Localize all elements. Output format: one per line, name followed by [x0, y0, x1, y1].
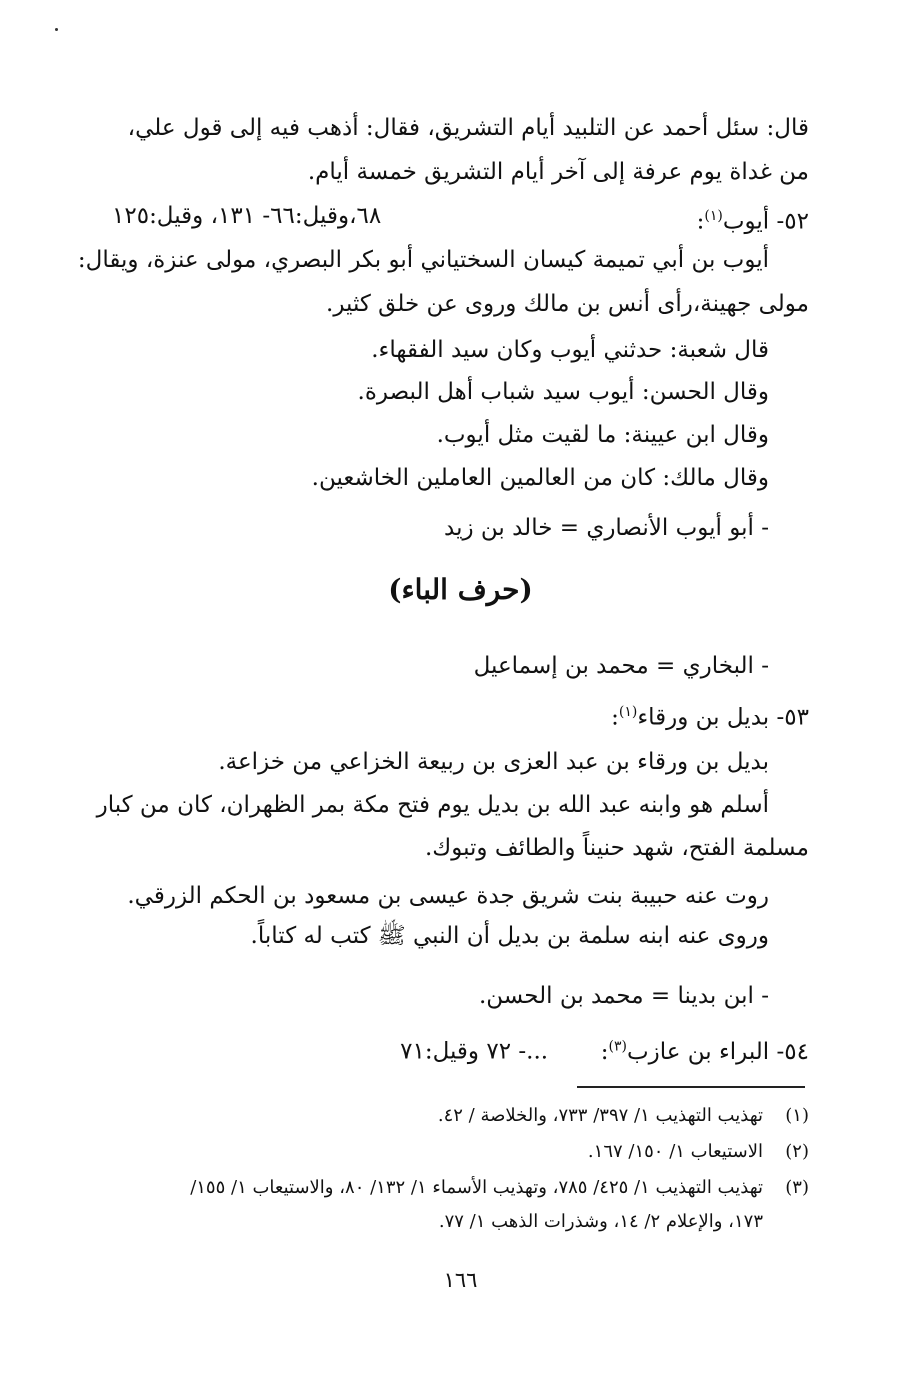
entry-53-name: ٥٣- بديل بن ورقاء [637, 704, 809, 731]
footnote-2-number: (٢) [785, 1141, 809, 1162]
entry-54-header [400, 1024, 809, 1074]
entry-52-dates: ٦٨،وقيل:٦٦- ١٣١، وقيل:١٢٥ [112, 203, 382, 229]
text-line-4: أيوب بن أبي تميمة كيسان السختياني أبو بكر البصري، مولى عنزة، ويقال: [77, 247, 769, 273]
entry-54-name: ٥٤- البراء بن عازب [626, 1038, 809, 1065]
footnote-2-text: الاستيعاب ١/ ١٥٠/ ١٦٧. [587, 1141, 763, 1162]
footnote-3-continuation: ١٧٣، والإعلام ٢/ ١٤، وشذرات الذهب ١/ ٧٧. [438, 1211, 763, 1232]
entry-54-colon: : [600, 1038, 609, 1065]
scan-speck [55, 28, 58, 31]
footnote-ref-2: (١) [618, 704, 638, 720]
cross-ref-ibn-badina: - ابن بدينا = محمد بن الحسن. [478, 983, 769, 1009]
entry-53-title [611, 690, 809, 740]
cross-ref-bukhari: - البخاري = محمد بن إسماعيل [473, 653, 769, 679]
entry-52-title [697, 194, 809, 244]
entry-52-colon: : [696, 208, 705, 235]
text-line-5: مولى جهينة،رأى أنس بن مالك وروى عن خلق كثير. [326, 291, 809, 317]
text-line-17: وروى عنه ابنه سلمة بن بديل أن النبي ﷺ كتب له كتاباً. [250, 923, 769, 949]
footnote-3 [110, 1170, 809, 1206]
footnote-1 [110, 1098, 809, 1134]
text-line-7: وقال الحسن: أيوب سيد شباب أهل البصرة. [357, 379, 769, 405]
entry-53-colon: : [611, 704, 619, 731]
text-line-6: قال شعبة: حدثني أيوب وكان سيد الفقهاء. [371, 337, 769, 363]
footnote-3-number: (٣) [785, 1177, 809, 1198]
text-line-9: وقال مالك: كان من العالمين العاملين الخاشعين. [311, 465, 769, 491]
entry-52-header [112, 194, 809, 244]
text-line-16: روت عنه حبيبة بنت شريق جدة عيسى بن مسعود بن الحكم الزرقي. [127, 883, 769, 909]
entry-54-title [601, 1039, 809, 1065]
footnote-1-number: (١) [785, 1105, 809, 1126]
text-line-13: بديل بن ورقاء بن عبد العزى بن ربيعة الخزاعي من خزاعة. [218, 749, 769, 775]
footnote-2 [110, 1134, 809, 1170]
footnote-ref-1: (١) [704, 208, 723, 224]
page-number: ١٦٦ [443, 1268, 478, 1292]
footnote-separator [577, 1086, 805, 1088]
entry-54-dates: ...- ٧٢ وقيل:٧١ [400, 1038, 549, 1065]
footnote-ref-3: (٣) [608, 1038, 627, 1054]
cross-ref-abu-ayyub: - أبو أيوب الأنصاري = خالد بن زيد [444, 515, 769, 541]
footnote-3-text: تهذيب التهذيب ١/ ٤٢٥/ ٧٨٥، وتهذيب الأسماء ١/ ١٣٢/ ٨٠، والاستيعاب ١/ ١٥٥/ [190, 1177, 763, 1198]
footnote-1-text: تهذيب التهذيب ١/ ٣٩٧/ ٧٣٣، والخلاصة / ٤٢. [437, 1105, 763, 1126]
text-line-15: مسلمة الفتح، شهد حنيناً والطائف وتبوك. [424, 835, 809, 861]
text-line-8: وقال ابن عيينة: ما لقيت مثل أيوب. [436, 422, 769, 448]
section-heading: (حرف الباء) [388, 573, 533, 606]
text-line-14: أسلم هو وابنه عبد الله بن بديل يوم فتح مكة بمر الظهران، كان من كبار [96, 792, 769, 818]
entry-52-name: ٥٢- أيوب [722, 208, 809, 235]
text-line-1: قال: سئل أحمد عن التلبيد أيام التشريق، فقال: أذهب فيه إلى قول علي، [127, 115, 809, 141]
text-line-2: من غداة يوم عرفة إلى آخر أيام التشريق خمسة أيام. [307, 159, 809, 185]
